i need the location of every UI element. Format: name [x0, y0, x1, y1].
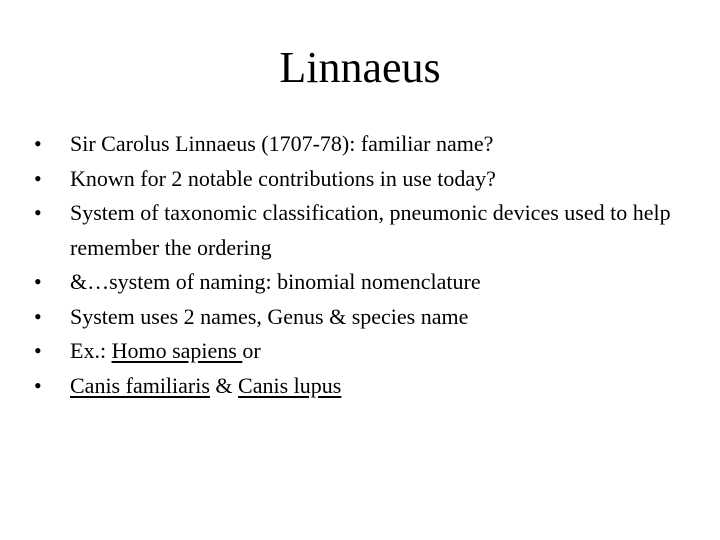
bullet-item — [34, 196, 674, 265]
bullet-dot-icon: • — [34, 131, 42, 156]
species-name-canis-familiaris: Canis familiaris — [70, 372, 210, 398]
bullet-text-joiner: & — [209, 372, 239, 398]
bullet-item — [34, 162, 674, 197]
species-name-homo-sapiens: Homo sapiens — [111, 338, 243, 363]
bullet-dot-icon: • — [34, 269, 42, 294]
bullet-dot-icon: • — [34, 165, 42, 191]
bullet-text: System uses 2 names, Genus & species name — [70, 303, 469, 329]
bullet-item — [34, 300, 674, 335]
bullet-text-suffix: or — [242, 338, 261, 363]
bullet-item — [34, 265, 674, 300]
bullet-dot-icon: • — [34, 372, 42, 398]
bullet-item — [34, 369, 674, 404]
bullet-dot-icon: • — [34, 303, 42, 329]
bullet-text: Sir Carolus Linnaeus (1707-78): familiar name? — [70, 131, 494, 156]
bullet-list — [34, 127, 674, 403]
bullet-dot-icon: • — [34, 200, 42, 225]
bullet-item — [34, 334, 674, 369]
species-name-canis-lupus: Canis lupus — [238, 372, 342, 398]
bullet-item — [34, 127, 674, 162]
bullet-dot-icon: • — [34, 338, 42, 363]
slide-title: Linnaeus — [279, 43, 441, 92]
bullet-text: System of taxonomic classification, pneumonic devices used to help remember the ordering — [70, 200, 671, 260]
bullet-text: Known for 2 notable contributions in use today? — [70, 165, 496, 191]
bullet-text: &…system of naming: binomial nomenclature — [70, 269, 481, 294]
bullet-text-prefix: Ex.: — [70, 338, 112, 363]
